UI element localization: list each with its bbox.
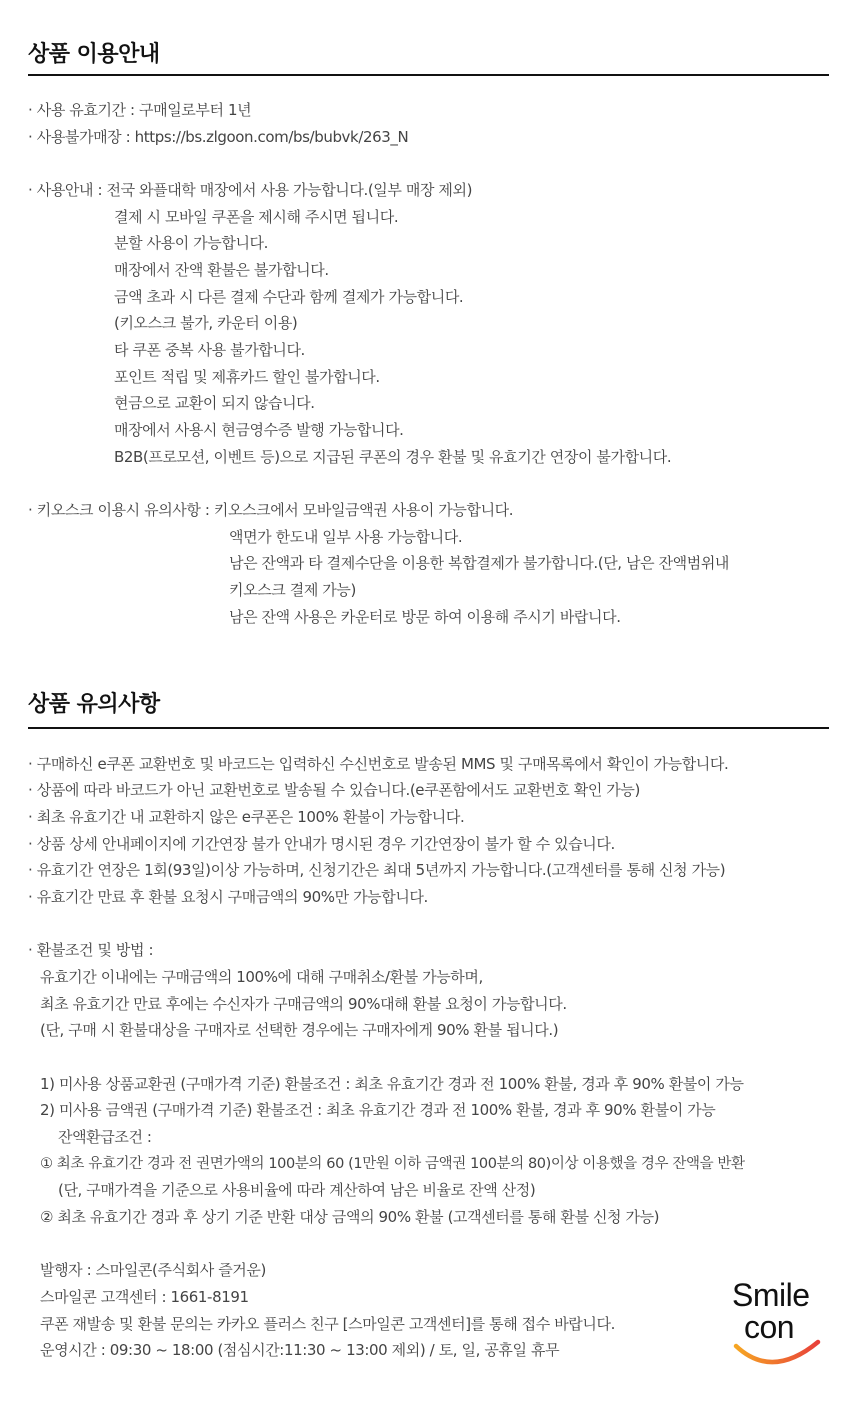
usage-line: 남은 잔액 사용은 카운터로 방문 하여 이용해 주시기 바랍니다. [229, 608, 621, 626]
notice-line: (단, 구매 시 환불대상을 구매자로 선택한 경우에는 구매자에게 90% 환불 됩니다.) [40, 1021, 559, 1039]
usage-line: · 사용안내 : 전국 와플대학 매장에서 사용 가능합니다.(일부 매장 제외) [28, 181, 473, 199]
logo-text-smile: Smile [732, 1277, 810, 1313]
usage-line: 키오스크 결제 가능) [229, 581, 356, 599]
notice-line: · 구매하신 e쿠폰 교환번호 및 바코드는 입력하신 수신번호로 발송된 MMS 및 구매목록에서 확인이 가능합니다. [28, 755, 729, 773]
section-title-notice: 상품 유의사항 [28, 692, 160, 717]
usage-line: 남은 잔액과 타 결제수단을 이용한 복합결제가 불가합니다.(단, 남은 잔액범위내 [229, 554, 730, 572]
notice-line: 잔액환급조건 : [58, 1128, 152, 1146]
usage-line: 현금으로 교환이 되지 않습니다. [114, 394, 315, 412]
notice-line: 발행자 : 스마일콘(주식회사 즐거운) [40, 1261, 266, 1279]
notice-line: · 상품에 따라 바코드가 아닌 교환번호로 발송될 수 있습니다.(e쿠폰함에서도 교환번호 확인 가능) [28, 781, 640, 799]
notice-line: ① 최초 유효기간 경과 전 권면가액의 100분의 60 (1만원 이하 금액권 100분의 80)이상 이용했을 경우 잔액을 반환 [40, 1156, 745, 1172]
notice-line: 운영시간 : 09:30 ~ 18:00 (점심시간:11:30 ~ 13:00 제외) / 토, 일, 공휴일 휴무 [40, 1341, 560, 1359]
logo-text-con: con [744, 1309, 795, 1345]
usage-line: 결제 시 모바일 쿠폰을 제시해 주시면 됩니다. [114, 208, 399, 226]
smilecon-logo [728, 1276, 828, 1368]
notice-line: · 최초 유효기간 내 교환하지 않은 e쿠폰은 100% 환불이 가능합니다. [28, 808, 465, 826]
usage-line: · 키오스크 이용시 유의사항 : 키오스크에서 모바일금액권 사용이 가능합니다. [28, 501, 514, 519]
usage-line: 분할 사용이 가능합니다. [114, 234, 269, 252]
notice-line: 2) 미사용 금액권 (구매가격 기준) 환불조건 : 최초 유효기간 경과 전 100% 환불, 경과 후 90% 환불이 가능 [40, 1101, 716, 1119]
notice-line: ② 최초 유효기간 경과 후 상기 기준 반환 대상 금액의 90% 환불 (고객센터를 통해 환불 신청 가능) [40, 1208, 660, 1226]
usage-line: 액면가 한도내 일부 사용 가능합니다. [229, 528, 463, 546]
usage-line: 타 쿠폰 중복 사용 불가합니다. [114, 341, 305, 359]
usage-line: 금액 초과 시 다른 결제 수단과 함께 결제가 가능합니다. [114, 288, 464, 306]
usage-line: 매장에서 잔액 환불은 불가합니다. [114, 261, 329, 279]
usage-line: 포인트 적립 및 제휴카드 할인 불가합니다. [114, 368, 380, 386]
notice-line: · 유효기간 연장은 1회(93일)이상 가능하며, 신청기간은 최대 5년까지 가능합니다.(고객센터를 통해 신청 가능) [28, 861, 726, 879]
notice-line: 쿠폰 재발송 및 환불 문의는 카카오 플러스 친구 [스마일콘 고객센터]를 통해 접수 바랍니다. [40, 1315, 615, 1333]
usage-line: B2B(프로모션, 이벤트 등)으로 지급된 쿠폰의 경우 환불 및 유효기간 연장이 불가합니다. [114, 448, 672, 466]
notice-line: · 환불조건 및 방법 : [28, 941, 154, 959]
smile-curve-icon [728, 1276, 828, 1368]
usage-line: · 사용불가매장 : https://bs.zlgoon.com/bs/bubvk/263_N [28, 128, 409, 146]
notice-line: 스마일콘 고객센터 : 1661-8191 [40, 1288, 249, 1306]
notice-line: 1) 미사용 상품교환권 (구매가격 기준) 환불조건 : 최초 유효기간 경과 전 100% 환불, 경과 후 90% 환불이 가능 [40, 1075, 744, 1093]
notice-line: · 상품 상세 안내페이지에 기간연장 불가 안내가 명시된 경우 기간연장이 불가 할 수 있습니다. [28, 835, 615, 853]
notice-line: 최초 유효기간 만료 후에는 수신자가 구매금액의 90%대해 환불 요청이 가능합니다. [40, 995, 567, 1013]
usage-line: · 사용 유효기간 : 구매일로부터 1년 [28, 101, 252, 119]
usage-line: 매장에서 사용시 현금영수증 발행 가능합니다. [114, 421, 404, 439]
usage-line: (키오스크 불가, 카운터 이용) [114, 314, 298, 332]
section-divider [28, 727, 829, 729]
notice-line: 유효기간 이내에는 구매금액의 100%에 대해 구매취소/환불 가능하며, [40, 968, 483, 986]
section-title-usage: 상품 이용안내 [28, 42, 160, 67]
section-divider [28, 74, 829, 76]
notice-line: · 유효기간 만료 후 환불 요청시 구매금액의 90%만 가능합니다. [28, 888, 428, 906]
notice-line: (단, 구매가격을 기준으로 사용비율에 따라 계산하여 남은 비율로 잔액 산정) [58, 1181, 536, 1199]
